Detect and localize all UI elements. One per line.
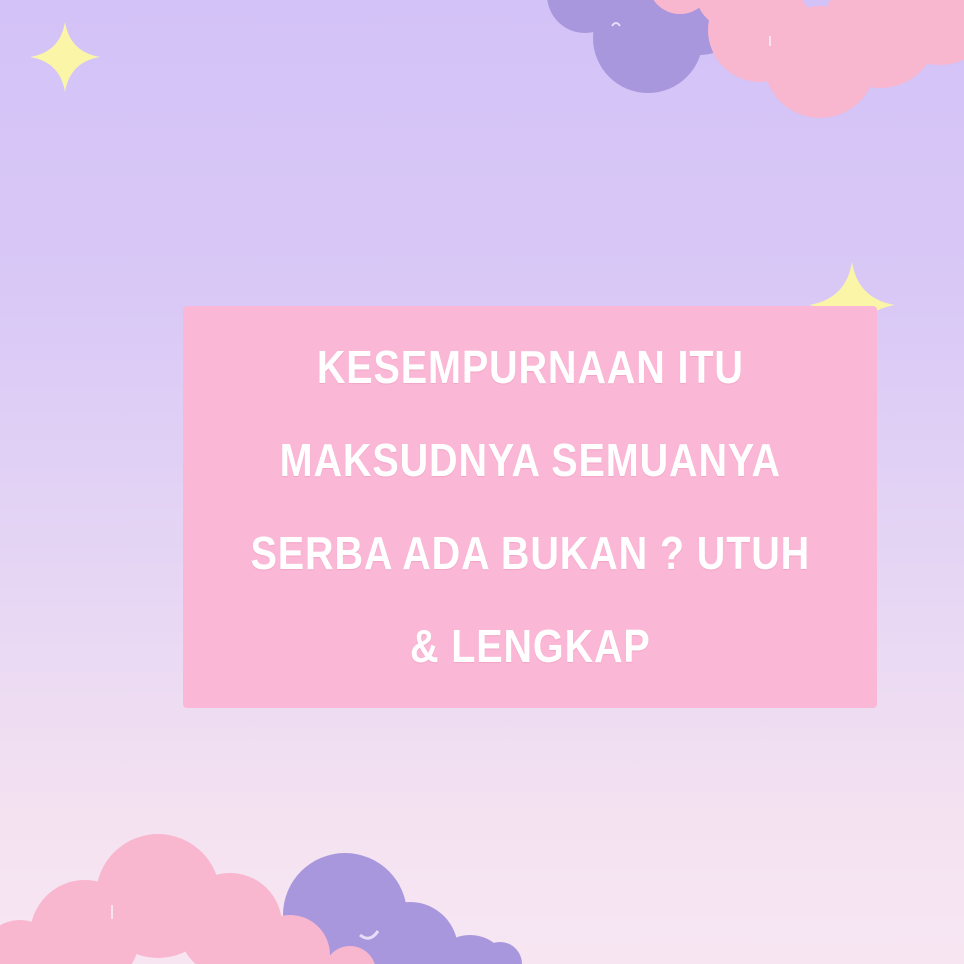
quote-line: MAKSUDNYA SEMUANYA [279,434,781,486]
quote-line: KESEMPURNAAN ITU [316,341,744,393]
quote-text [250,321,810,693]
quote-line: SERBA ADA BUKAN ? UTUH [250,527,810,579]
sparkle-icon [30,22,100,92]
quote-card [183,306,877,708]
quote-line: & LENGKAP [409,620,651,672]
